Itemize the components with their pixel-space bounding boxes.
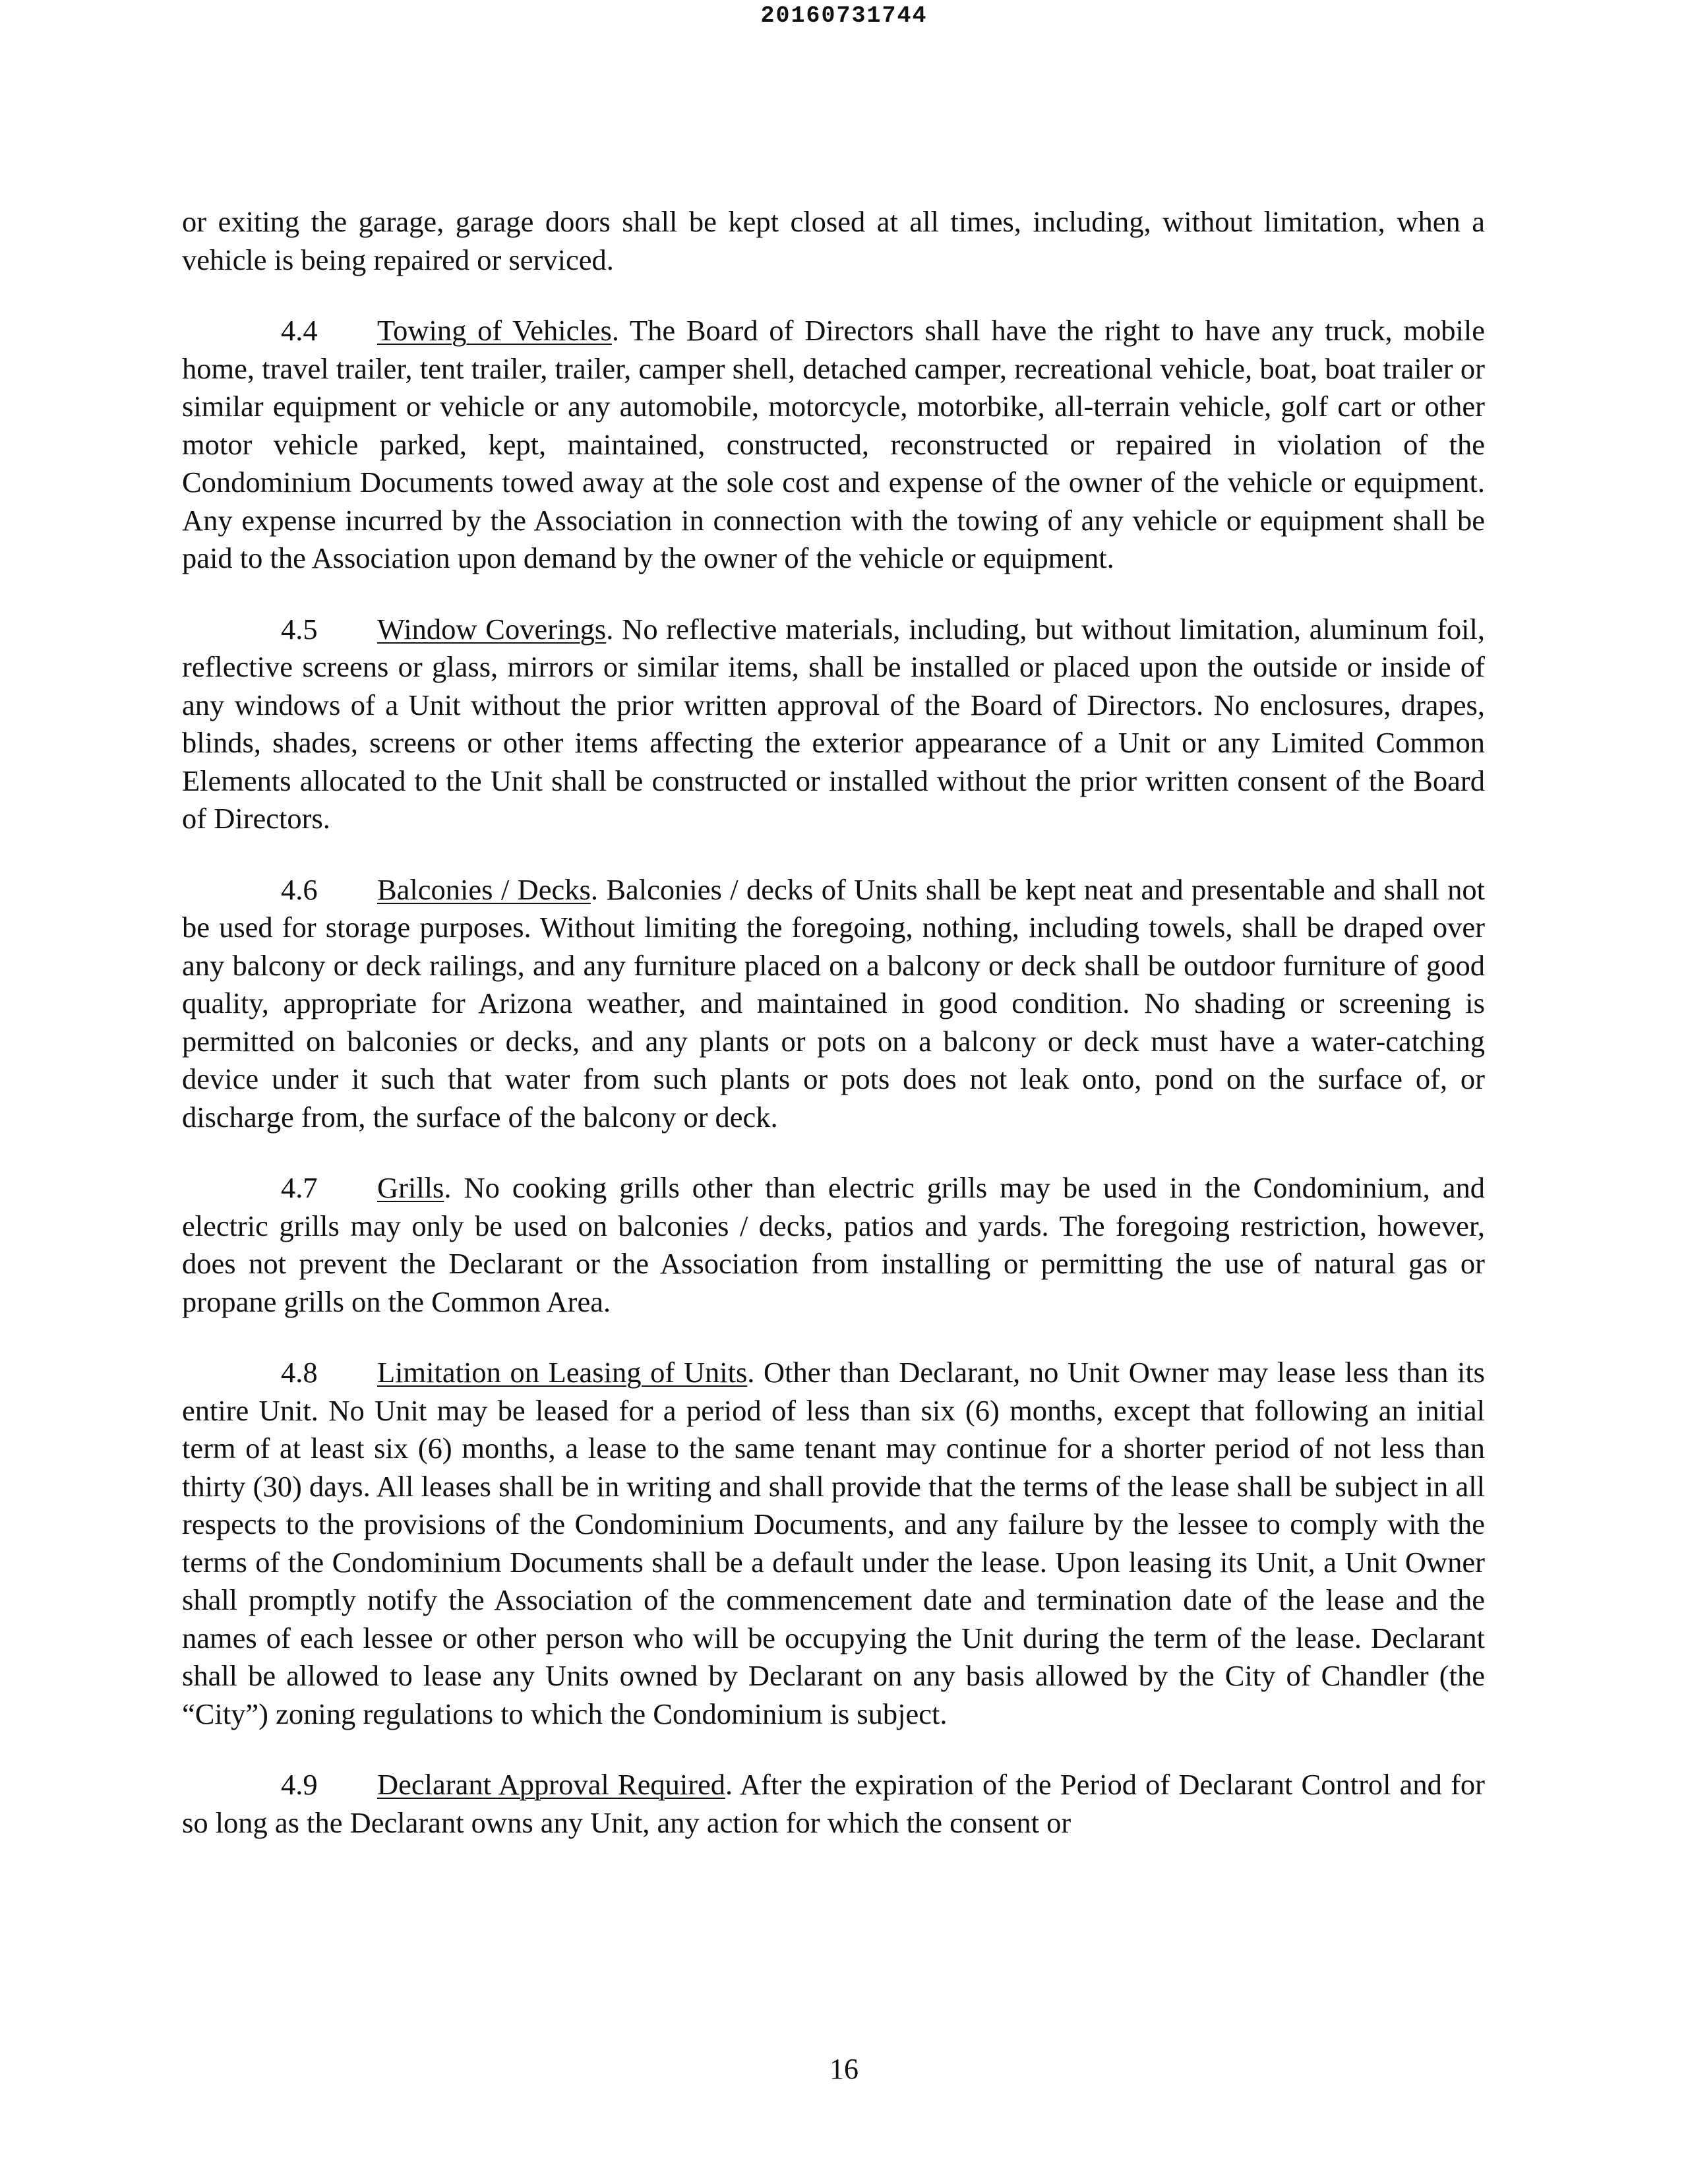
section-number: 4.9 — [281, 1768, 318, 1801]
section-4-7 — [182, 1169, 1485, 1321]
section-text: . Other than Declarant, no Unit Owner may lease less than its entire Unit. No Unit may be leased for a period of less than six (6) months, except that following an initial term of at least six (6) months, a lease to the same tenant may continue for a shorter period of not less than thirty (30) days. All leases shall be in writing and shall provide that the terms of the lease shall be subject in all respects to the provisions of the Condominium Documents, and any failure by the lessee to comply with the terms of the Condominium Documents shall be a default under the lease. Upon leasing its Unit, a Unit Owner shall promptly notify the Association of the commencement date and termination date of the lease and the names of each lessee or other person who will be occupying the Unit during the term of the lease. Declarant shall be allowed to lease any Units owned by Declarant on any basis allowed by the City of Chandler (the “City”) zoning regulations to which the Condominium is subject. — [182, 1356, 1485, 1730]
document-body — [182, 203, 1485, 1875]
section-title: Grills — [377, 1171, 444, 1204]
section-4-9 — [182, 1766, 1485, 1842]
section-number: 4.6 — [281, 872, 318, 906]
section-title: Towing of Vehicles — [377, 314, 612, 347]
section-title: Balconies / Decks — [377, 872, 591, 906]
document-number: 20160731744 — [760, 3, 928, 29]
section-number: 4.8 — [281, 1356, 318, 1389]
section-title: Declarant Approval Required — [377, 1768, 726, 1801]
section-text: . Balconies / decks of Units shall be kept neat and presentable and shall not be used for storage purposes. Without limiting the foregoing, nothing, including towels, shall be draped over any balcony or deck railings, and any furniture placed on a balcony or deck shall be outdoor furniture of good quality, appropriate for Arizona weather, and maintained in good condition. No shading or screening is permitted on balconies or decks, and any plants or pots on a balcony or deck must have a water-catching device under it such that water from such plants or pots does not leak onto, pond on the surface of, or discharge from, the surface of the balcony or deck. — [182, 872, 1485, 1134]
section-title: Limitation on Leasing of Units — [377, 1356, 748, 1389]
section-text: . No cooking grills other than electric grills may be used in the Condominium, and electric grills may only be used on balconies / decks, patios and yards. The foregoing restriction, however, does not prevent the Declarant or the Association from installing or permitting the use of natural gas or propane grills on the Common Area. — [182, 1171, 1485, 1318]
section-4-8 — [182, 1354, 1485, 1733]
section-text: . After the expiration of the Period of Declarant Control and for so long as the Declarant owns any Unit, any action for which the consent or — [182, 1768, 1485, 1839]
section-number: 4.4 — [281, 314, 318, 347]
section-title: Window Coverings — [377, 612, 607, 646]
section-4-4 — [182, 312, 1485, 578]
section-number: 4.5 — [281, 612, 318, 646]
section-number: 4.7 — [281, 1171, 318, 1204]
section-text: . The Board of Directors shall have the right to have any truck, mobile home, travel trailer, tent trailer, trailer, camper shell, detached camper, recreational vehicle, boat, boat trailer or similar equipment or vehicle or any automobile, motorcycle, motorbike, all-terrain vehicle, golf cart or other motor vehicle parked, kept, maintained, constructed, reconstructed or repaired in violation of the Condominium Documents towed away at the sole cost and expense of the owner of the vehicle or equipment. Any expense incurred by the Association in connection with the towing of any vehicle or equipment shall be paid to the Association upon demand by the owner of the vehicle or equipment. — [182, 314, 1486, 574]
section-4-5 — [182, 611, 1485, 838]
section-4-6 — [182, 871, 1485, 1137]
section-text: . No reflective materials, including, but without limitation, aluminum foil, reflective screens or glass, mirrors or similar items, shall be installed or placed upon the outside or inside of any windows of a Unit without the prior written approval of the Board of Directors. No enclosures, drapes, blinds, shades, screens or other items affecting the exterior appearance of a Unit or any Limited Common Elements allocated to the Unit shall be constructed or installed without the prior written consent of the Board of Directors. — [182, 612, 1485, 835]
continuation-paragraph: or exiting the garage, garage doors shall be kept closed at all times, including, without limitation, when a vehicle is being repaired or serviced. — [182, 205, 1485, 276]
page-number: 16 — [829, 2053, 859, 2085]
